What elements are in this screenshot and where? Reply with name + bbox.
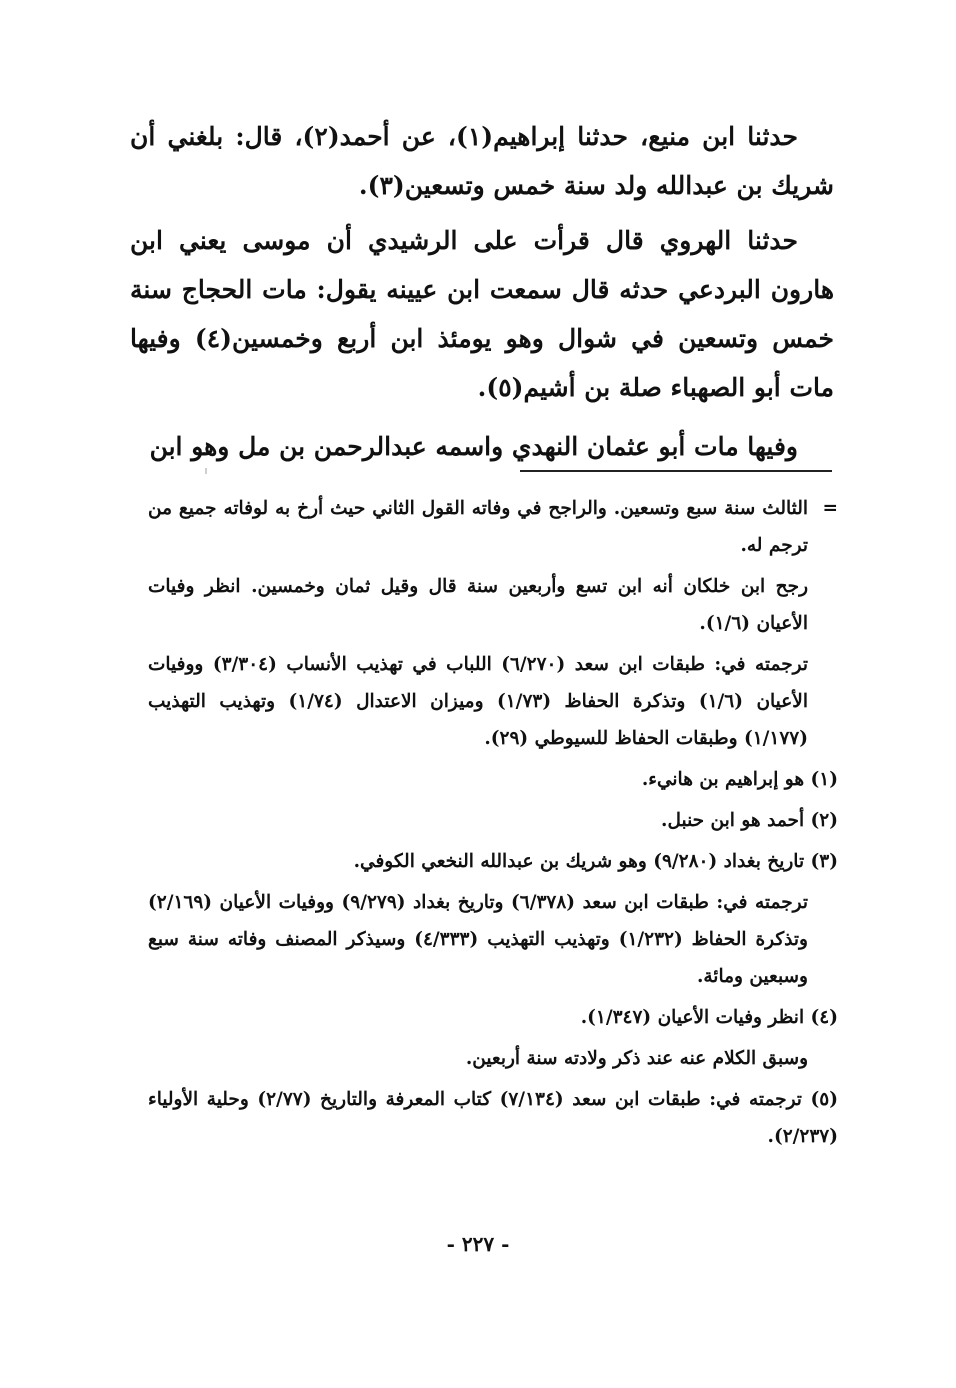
footnote-1: (١) هو إبراهيم بن هانيء.	[641, 769, 838, 790]
main-paragraph-3: وفيها مات أبو عثمان النهدي واسمه عبدالرحمن بن مل وهو ابن	[149, 432, 798, 461]
footnote-tarjama: ترجمته في: طبقات ابن سعد (٦/٢٧٠) اللباب في تهذيب الأنساب (٣/٣٠٤) ووفيات الأعيان (١/٦) وتذكرة الحفاظ (١/٧٣) وميزان الاعتدال (١/٧٤) وتهذيب التهذيب (١/١٧٧) وطبقات الحفاظ للسيوطي (٢٩).	[148, 654, 808, 749]
continuation-mark: =	[822, 498, 838, 519]
footnote-4-continuation: وسبق الكلام عنه عند ذكر ولادته سنة أربعين.	[465, 1048, 808, 1069]
footnote-separator	[520, 470, 832, 472]
footnote-3-continuation: ترجمته في: طبقات ابن سعد (٦/٣٧٨) وتاريخ بغداد (٩/٢٧٩) ووفيات الأعيان (٢/١٦٩) وتذكرة الحفاظ (١/٢٣٢) وتهذيب التهذيب (٤/٣٣٣) وسيذكر المصنف وفاته سنة سبع وسبعين ومائة.	[148, 892, 808, 987]
footnote-2: (٢) أحمد هو ابن حنبل.	[661, 810, 838, 831]
continuation-text: الثالث سنة سبع وتسعين. والراجح في وفاته القول الثاني حيث أرخ به لوفاته جميع من ترجم له.	[148, 498, 808, 556]
footnotes	[148, 490, 838, 1155]
page-number: - ٢٢٧ -	[446, 1232, 510, 1256]
main-paragraph-1: حدثنا ابن منيع، حدثنا إبراهيم(١)، عن أحمد(٢)، قال: بلغني أن شريك بن عبدالله ولد سنة خمس وتسعين(٣).	[130, 122, 834, 200]
scan-speck	[205, 468, 207, 474]
footnote-3: (٣) تاريخ بغداد (٩/٢٨٠) وهو شريك بن عبدالله النخعي الكوفي.	[353, 851, 838, 872]
footnote-4: (٤) انظر وفيات الأعيان (١/٣٤٧).	[580, 1007, 838, 1028]
footnote-5: (٥) ترجمته في: طبقات ابن سعد (٧/١٣٤) كتاب المعرفة والتاريخ (٢/٧٧) وحلية الأولياء (٢/٢٣٧).	[148, 1089, 838, 1147]
footnote-continuation	[148, 490, 838, 564]
main-paragraph-2: حدثنا الهروي قال قرأت على الرشيدي أن موسى يعني ابن هارون البردعي حدثه قال سمعت ابن عيينه يقول: مات الحجاج سنة خمس وتسعين في شوال وهو يومئذ ابن أربع وخمسين(٤) وفيها مات أبو الصهباء صلة بن أشيم(٥).	[130, 226, 834, 402]
main-text	[130, 112, 834, 471]
footnote-khallikan: رجح ابن خلكان أنه ابن تسع وأربعين سنة قال وقيل ثمان وخمسين. انظر وفيات الأعيان (١/٦).	[148, 576, 808, 634]
